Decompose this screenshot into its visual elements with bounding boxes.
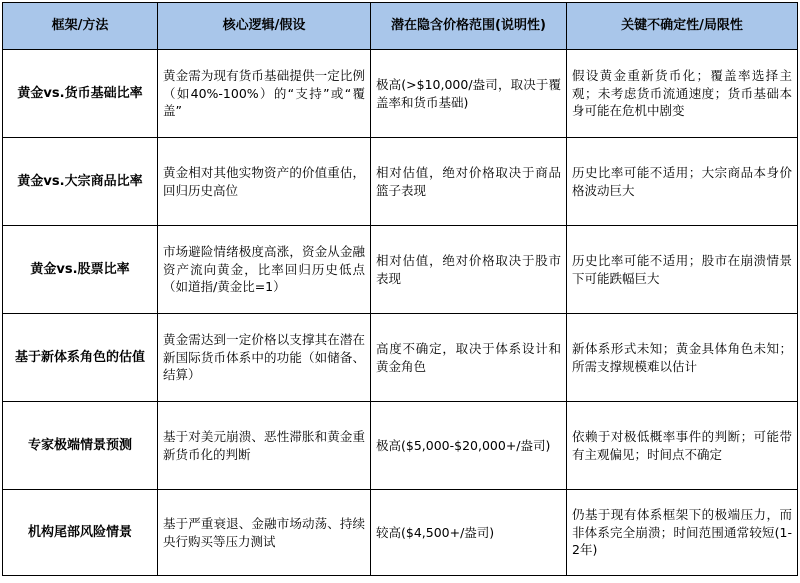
limitations-cell: 依赖于对极低概率事件的判断；可能带有主观偏见；时间点不确定: [567, 402, 798, 490]
framework-cell: 黄金vs.货币基础比率: [3, 50, 158, 138]
logic-cell: 基于严重衰退、金融市场动荡、持续央行购买等压力测试: [158, 490, 371, 576]
logic-cell: 市场避险情绪极度高涨，资金从金融资产流向黄金，比率回归历史低点（如道指/黄金比=1）: [158, 226, 371, 314]
table-row: [3, 402, 798, 490]
table-row: [3, 314, 798, 402]
table-header-row: [3, 3, 798, 50]
table-row: [3, 490, 798, 576]
price-range-cell: 相对估值，绝对价格取决于股市表现: [371, 226, 567, 314]
price-range-cell: 高度不确定，取决于体系设计和黄金角色: [371, 314, 567, 402]
framework-cell: 黄金vs.股票比率: [3, 226, 158, 314]
limitations-cell: 历史比率可能不适用；大宗商品本身价格波动巨大: [567, 138, 798, 226]
limitations-cell: 仍基于现有体系框架下的极端压力，而非体系完全崩溃；时间范围通常较短(1-2年): [567, 490, 798, 576]
table-row: [3, 50, 798, 138]
framework-cell: 专家极端情景预测: [3, 402, 158, 490]
logic-cell: 黄金需达到一定价格以支撑其在潜在新国际货币体系中的功能（如储备、结算）: [158, 314, 371, 402]
logic-cell: 黄金需为现有货币基础提供一定比例（如40%-100%）的“支持”或“覆盖”: [158, 50, 371, 138]
framework-cell: 黄金vs.大宗商品比率: [3, 138, 158, 226]
price-range-cell: 较高($4,500+/盎司): [371, 490, 567, 576]
logic-cell: 黄金相对其他实物资产的价值重估，回归历史高位: [158, 138, 371, 226]
header-logic: 核心逻辑/假设: [158, 3, 371, 50]
framework-cell: 基于新体系角色的估值: [3, 314, 158, 402]
price-range-cell: 相对估值，绝对价格取决于商品篮子表现: [371, 138, 567, 226]
framework-cell: 机构尾部风险情景: [3, 490, 158, 576]
price-range-cell: 极高(>$10,000/盎司，取决于覆盖率和货币基础): [371, 50, 567, 138]
price-range-cell: 极高($5,000-$20,000+/盎司): [371, 402, 567, 490]
logic-cell: 基于对美元崩溃、恶性滞胀和黄金重新货币化的判断: [158, 402, 371, 490]
comparison-table: [2, 2, 798, 576]
header-price-range: 潜在隐含价格范围(说明性): [371, 3, 567, 50]
table-row: [3, 138, 798, 226]
header-framework: 框架/方法: [3, 3, 158, 50]
limitations-cell: 新体系形式未知；黄金具体角色未知；所需支撑规模难以估计: [567, 314, 798, 402]
table-row: [3, 226, 798, 314]
limitations-cell: 假设黄金重新货币化；覆盖率选择主观；未考虑货币流通速度；货币基础本身可能在危机中剧变: [567, 50, 798, 138]
header-limitations: 关键不确定性/局限性: [567, 3, 798, 50]
limitations-cell: 历史比率可能不适用；股市在崩溃情景下可能跌幅巨大: [567, 226, 798, 314]
